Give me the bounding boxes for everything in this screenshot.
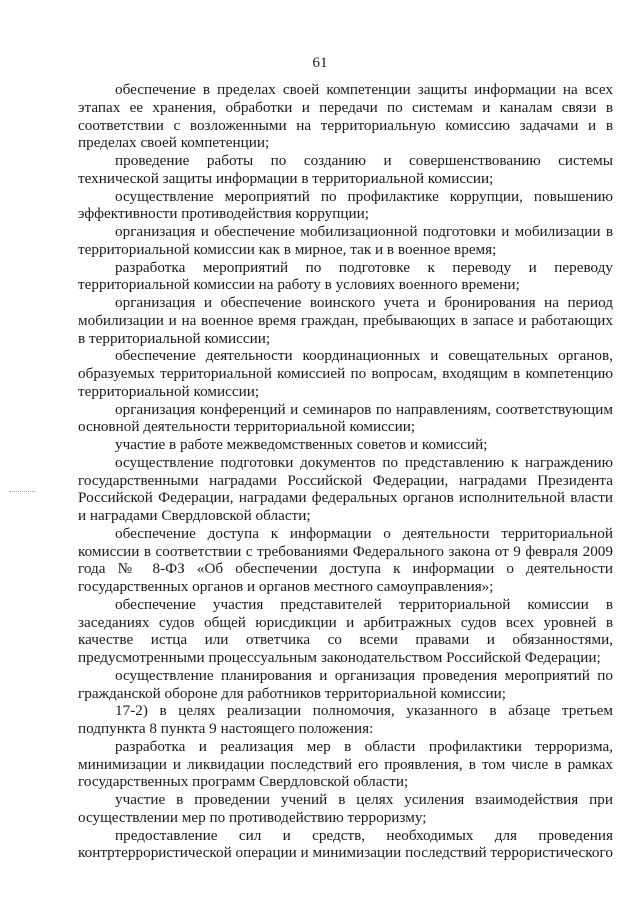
paragraph: обеспечение доступа к информации о деятельности территориальной комиссии в соответствии с требованиями Федерального закона от 9 февраля 2009 года № 8-ФЗ «Об обеспечении доступа к информации о деятельности государственных органов и органов местного самоуправления»; — [78, 524, 613, 595]
document-body — [78, 81, 613, 862]
paragraph: организация и обеспечение мобилизационной подготовки и мобилизации в территориальной комиссии как в мирное, так и в военное время; — [78, 223, 613, 258]
paragraph: осуществление подготовки документов по представлению к награждению государственными наградами Российской Федерации, наградами Президента Российской Федерации, наградами федеральных органов исполнительной власти и наградами Свердловской области; — [78, 453, 613, 524]
paragraph: разработка мероприятий по подготовке к переводу и переводу территориальной комиссии на работу в условиях военного времени; — [78, 258, 613, 294]
paragraph: разработка и реализация мер в области профилактики терроризма, минимизации и ликвидации последствий его проявления, в том числе в рамках государственных программ Свердловской области; — [78, 737, 613, 791]
paragraph: проведение работы по созданию и совершенствованию системы технической защиты информации в территориальной комиссии; — [78, 152, 613, 187]
paragraph: обеспечение участия представителей территориальной комиссии в заседаниях судов общей юрисдикции и арбитражных судов всех уровней в качестве истца или ответчика со всеми правами и обязанностями, предусмотренными процессуальным законодательством Российской Федерации; — [78, 595, 613, 666]
paragraph: обеспечение в пределах своей компетенции защиты информации на всех этапах ее хранения, обработки и передачи по системам и каналам связи в соответствии с возложенными на территориальную комиссию задачами и в пределах своей компетенции; — [78, 81, 613, 152]
paragraph-numbered-item: 17-2) в целях реализации полномочия, указанного в абзаце третьем подпункта 8 пункта 9 настоящего положения: — [78, 702, 613, 737]
margin-mark — [9, 491, 35, 493]
paragraph: предоставление сил и средств, необходимых для проведения контртеррористической операции и минимизации последствий террористического — [78, 826, 613, 862]
paragraph: участие в работе межведомственных советов и комиссий; — [115, 436, 488, 453]
paragraph: осуществление мероприятий по профилактике коррупции, повышению эффективности противодействия коррупции; — [78, 187, 613, 223]
paragraph: осуществление планирования и организация проведения мероприятий по гражданской обороне для работников территориальной комиссии; — [78, 666, 613, 702]
paragraph: обеспечение деятельности координационных и совещательных органов, образуемых территориальной комиссией по вопросам, входящим в компетенцию территориальной комиссии; — [78, 347, 613, 400]
paragraph: организация конференций и семинаров по направлениям, соответствующим основной деятельности территориальной комиссии; — [78, 400, 613, 436]
paragraph: участие в проведении учений в целях усиления взаимодействия при осуществлении мер по противодействию терроризму; — [78, 791, 613, 826]
page-number: 61 — [312, 54, 328, 71]
paragraph: организация и обеспечение воинского учета и бронирования на период мобилизации и на военное время граждан, пребывающих в запасе и работающих в территориальной комиссии; — [78, 294, 613, 347]
